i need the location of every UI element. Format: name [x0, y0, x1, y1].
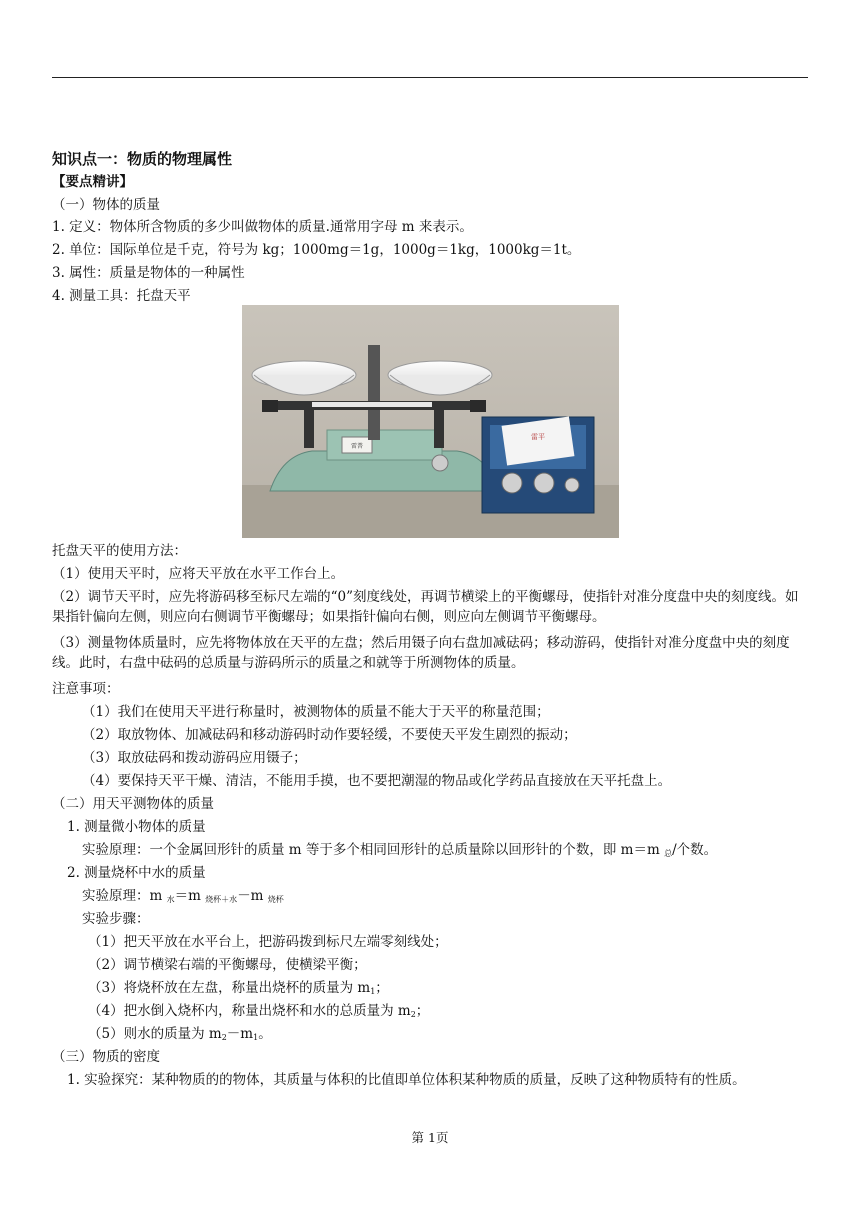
scale-label: 雷普 — [350, 443, 364, 450]
sub2-principle: 实验原理：m $_水$＝m $_{烧杯+水}$－m $_{烧杯}$ — [82, 888, 284, 904]
header-rule — [52, 77, 808, 78]
note-3: （3）取放砝码和拨动游码应用镊子； — [82, 750, 307, 766]
note-4: （4）要保持天平干燥、清洁，不能用手摸，也不要把潮湿的物品或化学药品直接放在天平托盘上。 — [82, 773, 672, 789]
usage-1: （1）使用天平时，应将天平放在水平工作台上。 — [52, 566, 345, 582]
definition-line: 1. 定义：物体所含物质的多少叫做物体的质量.通常用字母 m 来表示。 — [52, 219, 473, 235]
sub1-principle: 实验原理：一个金属回形针的质量 m 等于多个相同回形针的总质量除以回形针的个数，即 m＝m $_总$/个数。 — [82, 842, 718, 858]
balance-scale-photo — [242, 305, 619, 538]
usage-heading: 托盘天平的使用方法： — [52, 543, 187, 559]
tool-line: 4. 测量工具：托盘天平 — [52, 288, 191, 304]
sub1-title: 1. 测量微小物体的质量 — [67, 819, 206, 835]
part2-heading: （二）用天平测物体的质量 — [52, 796, 214, 812]
part1-heading: （一）物体的质量 — [52, 197, 160, 213]
step-5: （5）则水的质量为 $m_2-m_1$。 — [88, 1026, 272, 1042]
weight-box-label: 雷平 — [531, 433, 545, 441]
usage-2: （2）调节天平时，应先将游码移至标尺左端的“0”刻度线处，再调节横梁上的平衡螺母，使指针对准分度盘中央的刻度线。如果指针偏向左侧，则应向右侧调节平衡螺母；如果指针偏向右侧，则应向左侧调节平衡螺母。 — [52, 589, 799, 625]
key-points-heading: 【要点精讲】 — [52, 174, 133, 190]
page-number: 第 1页 — [411, 1130, 449, 1145]
steps-heading: 实验步骤： — [82, 911, 150, 927]
sub2-title: 2. 测量烧杯中水的质量 — [67, 865, 206, 881]
step-1: （1）把天平放在水平台上，把游码拨到标尺左端零刻线处； — [88, 934, 448, 950]
notes-heading: 注意事项： — [52, 681, 120, 697]
note-2: （2）取放物体、加减砝码和移动游码时动作要轻缓，不要使天平发生剧烈的振动； — [82, 727, 577, 743]
note-1: （1）我们在使用天平进行称量时，被测物体的质量不能大于天平的称量范围； — [82, 704, 550, 720]
step-3: （3）将烧杯放在左盘，称量出烧杯的质量为 $m_1$； — [88, 980, 389, 996]
property-line: 3. 属性：质量是物体的一种属性 — [52, 265, 245, 281]
section-title: 知识点一：物质的物理属性 — [52, 150, 233, 168]
step-2: （2）调节横梁右端的平衡螺母，使横梁平衡； — [88, 957, 367, 973]
part3-heading: （三）物质的密度 — [52, 1049, 160, 1065]
unit-line: 2. 单位：国际单位是千克，符号为 kg；1000mg＝1g，1000g＝1kg，1000kg＝1t。 — [52, 242, 581, 258]
density-item: 1. 实验探究：某种物质的的物体，其质量与体积的比值即单位体积某种物质的质量，反映了这种物质特有的性质。 — [67, 1072, 746, 1088]
usage-3: （3）测量物体质量时，应先将物体放在天平的左盘；然后用镊子向右盘加减砝码；移动游码，使指针对准分度盘中央的刻度线。此时，右盘中砝码的总质量与游码所示的质量之和就等于所测物体的质量。 — [52, 635, 790, 671]
step-4: （4）把水倒入烧杯内，称量出烧杯和水的总质量为 $m_2$； — [88, 1003, 430, 1019]
